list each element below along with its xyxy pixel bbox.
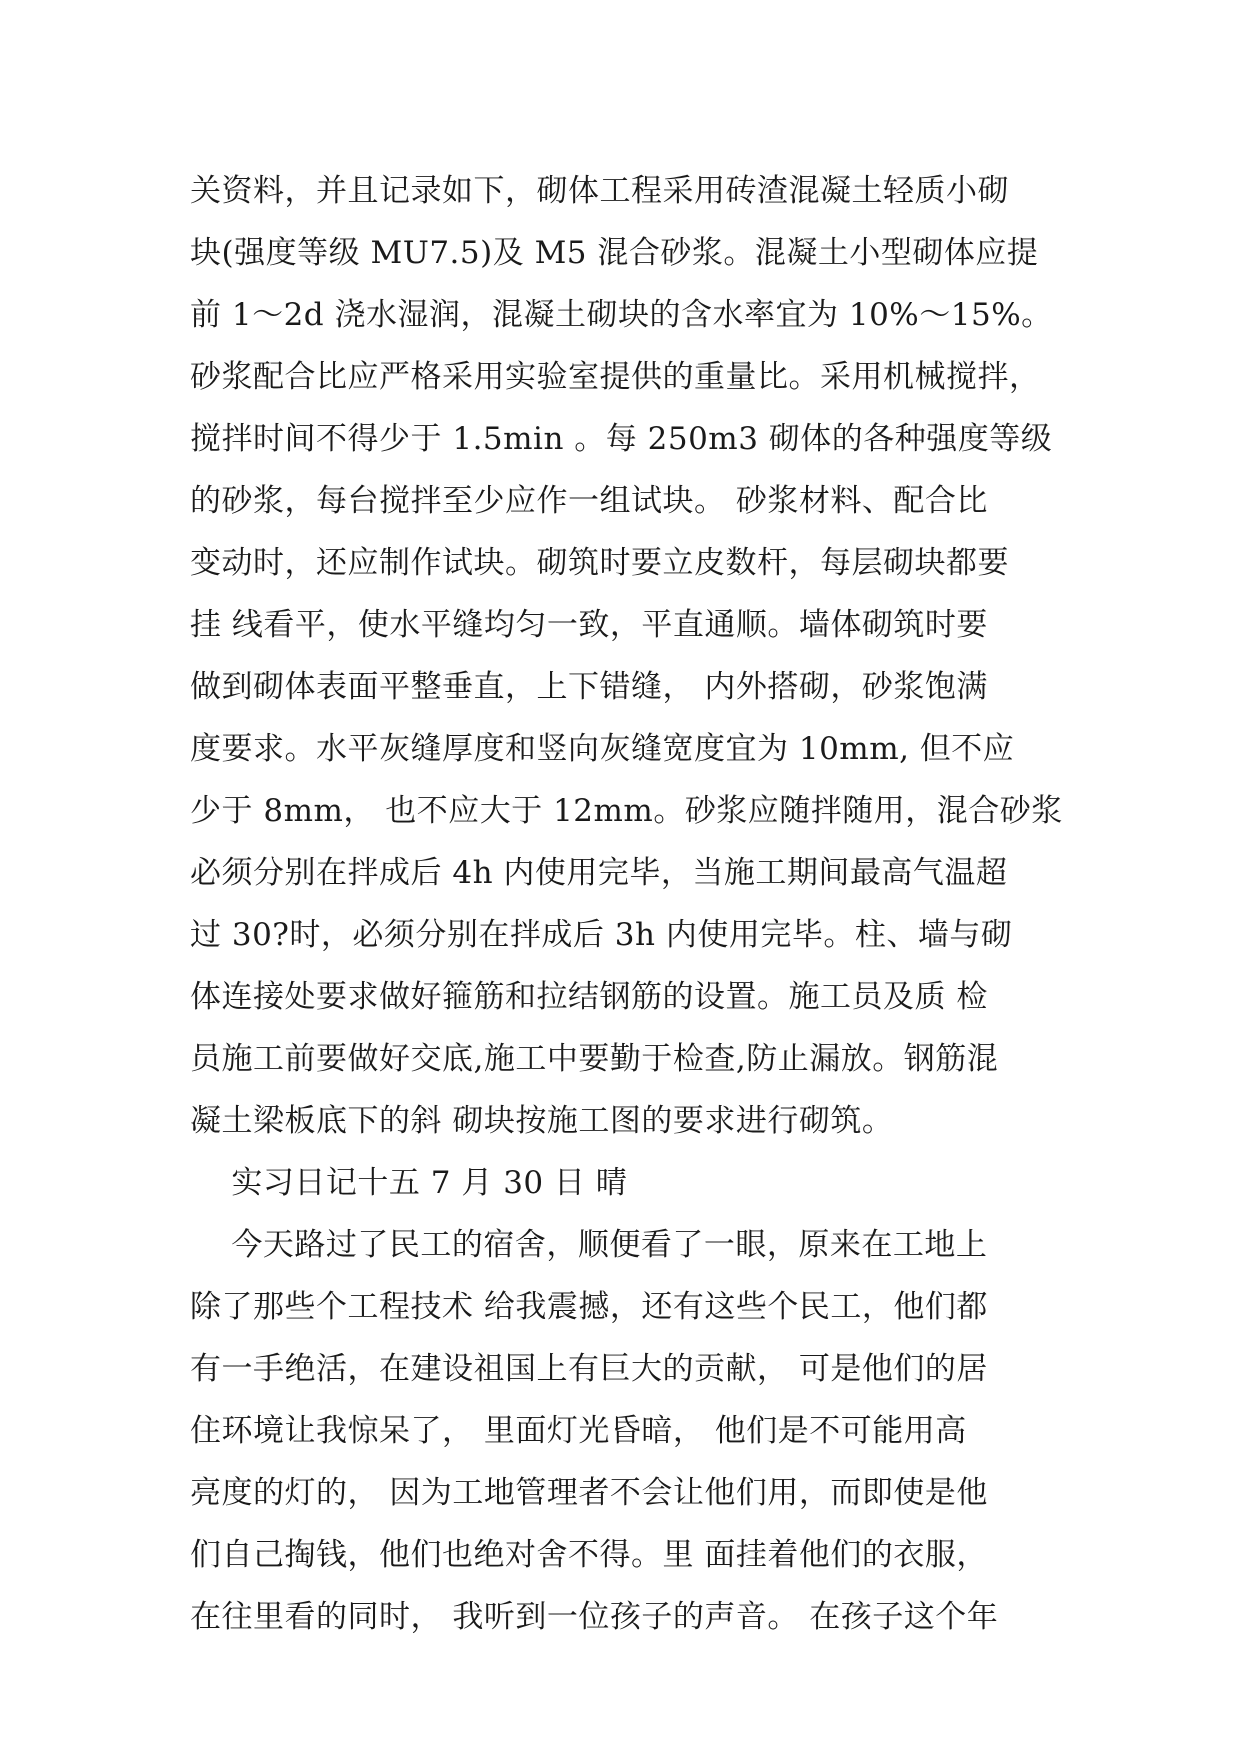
text-line: 体连接处要求做好箍筋和拉结钢筋的设置。施工员及质 检 [190, 979, 988, 1015]
text-line: 员施工前要做好交底,施工中要勤于检查,防止漏放。钢筋混 [190, 1041, 999, 1077]
text-line: 度要求。水平灰缝厚度和竖向灰缝宽度宜为 10mm, 但不应 [190, 731, 1015, 767]
text-line: 凝土梁板底下的斜 砌块按施工图的要求进行砌筑。 [190, 1103, 894, 1139]
text-line: 除了那些个工程技术 给我震撼，还有这些个民工，他们都 [190, 1289, 988, 1325]
text-line: 亮度的灯的， 因为工地管理者不会让他们用，而即使是他 [190, 1475, 988, 1511]
text-line: 搅拌时间不得少于 1.5min 。每 250m3 砌体的各种强度等级 [190, 421, 1053, 457]
text-line: 关资料，并且记录如下，砌体工程采用砖渣混凝土轻质小砌 [190, 173, 1009, 209]
text-line: 们自己掏钱，他们也绝对舍不得。里 面挂着他们的衣服， [190, 1537, 988, 1573]
text-line: 砂浆配合比应严格采用实验室提供的重量比。采用机械搅拌， [190, 359, 1041, 395]
text-line: 的砂浆，每台搅拌至少应作一组试块。 砂浆材料、配合比 [190, 483, 988, 519]
text-line: 做到砌体表面平整垂直，上下错缝， 内外搭砌，砂浆饱满 [190, 669, 988, 705]
text-line: 少于 8mm， 也不应大于 12mm。砂浆应随拌随用，混合砂浆 [190, 793, 1063, 829]
diary-heading: 实习日记十五 7 月 30 日 晴 [190, 1165, 628, 1201]
text-line: 必须分别在拌成后 4h 内使用完毕，当施工期间最高气温超 [190, 855, 1008, 891]
text-line: 住环境让我惊呆了， 里面灯光昏暗， 他们是不可能用高 [190, 1413, 967, 1449]
text-line: 今天路过了民工的宿舍，顺便看了一眼，原来在工地上 [190, 1227, 988, 1263]
text-line: 块(强度等级 MU7.5)及 M5 混合砂浆。混凝土小型砌体应提 [190, 235, 1039, 271]
text-line: 有一手绝活，在建设祖国上有巨大的贡献， 可是他们的居 [190, 1351, 988, 1387]
text-line: 变动时，还应制作试块。砌筑时要立皮数杆，每层砌块都要 [190, 545, 1009, 581]
document-body [190, 160, 1070, 1648]
text-line: 过 30?时，必须分别在拌成后 3h 内使用完毕。柱、墙与砌 [190, 917, 1013, 953]
text-line: 前 1～2d 浇水湿润，混凝土砌块的含水率宜为 10%～15%。 [190, 297, 1053, 333]
text-line: 在往里看的同时， 我听到一位孩子的声音。 在孩子这个年 [190, 1599, 999, 1635]
text-line: 挂 线看平，使水平缝均匀一致，平直通顺。墙体砌筑时要 [190, 607, 988, 643]
